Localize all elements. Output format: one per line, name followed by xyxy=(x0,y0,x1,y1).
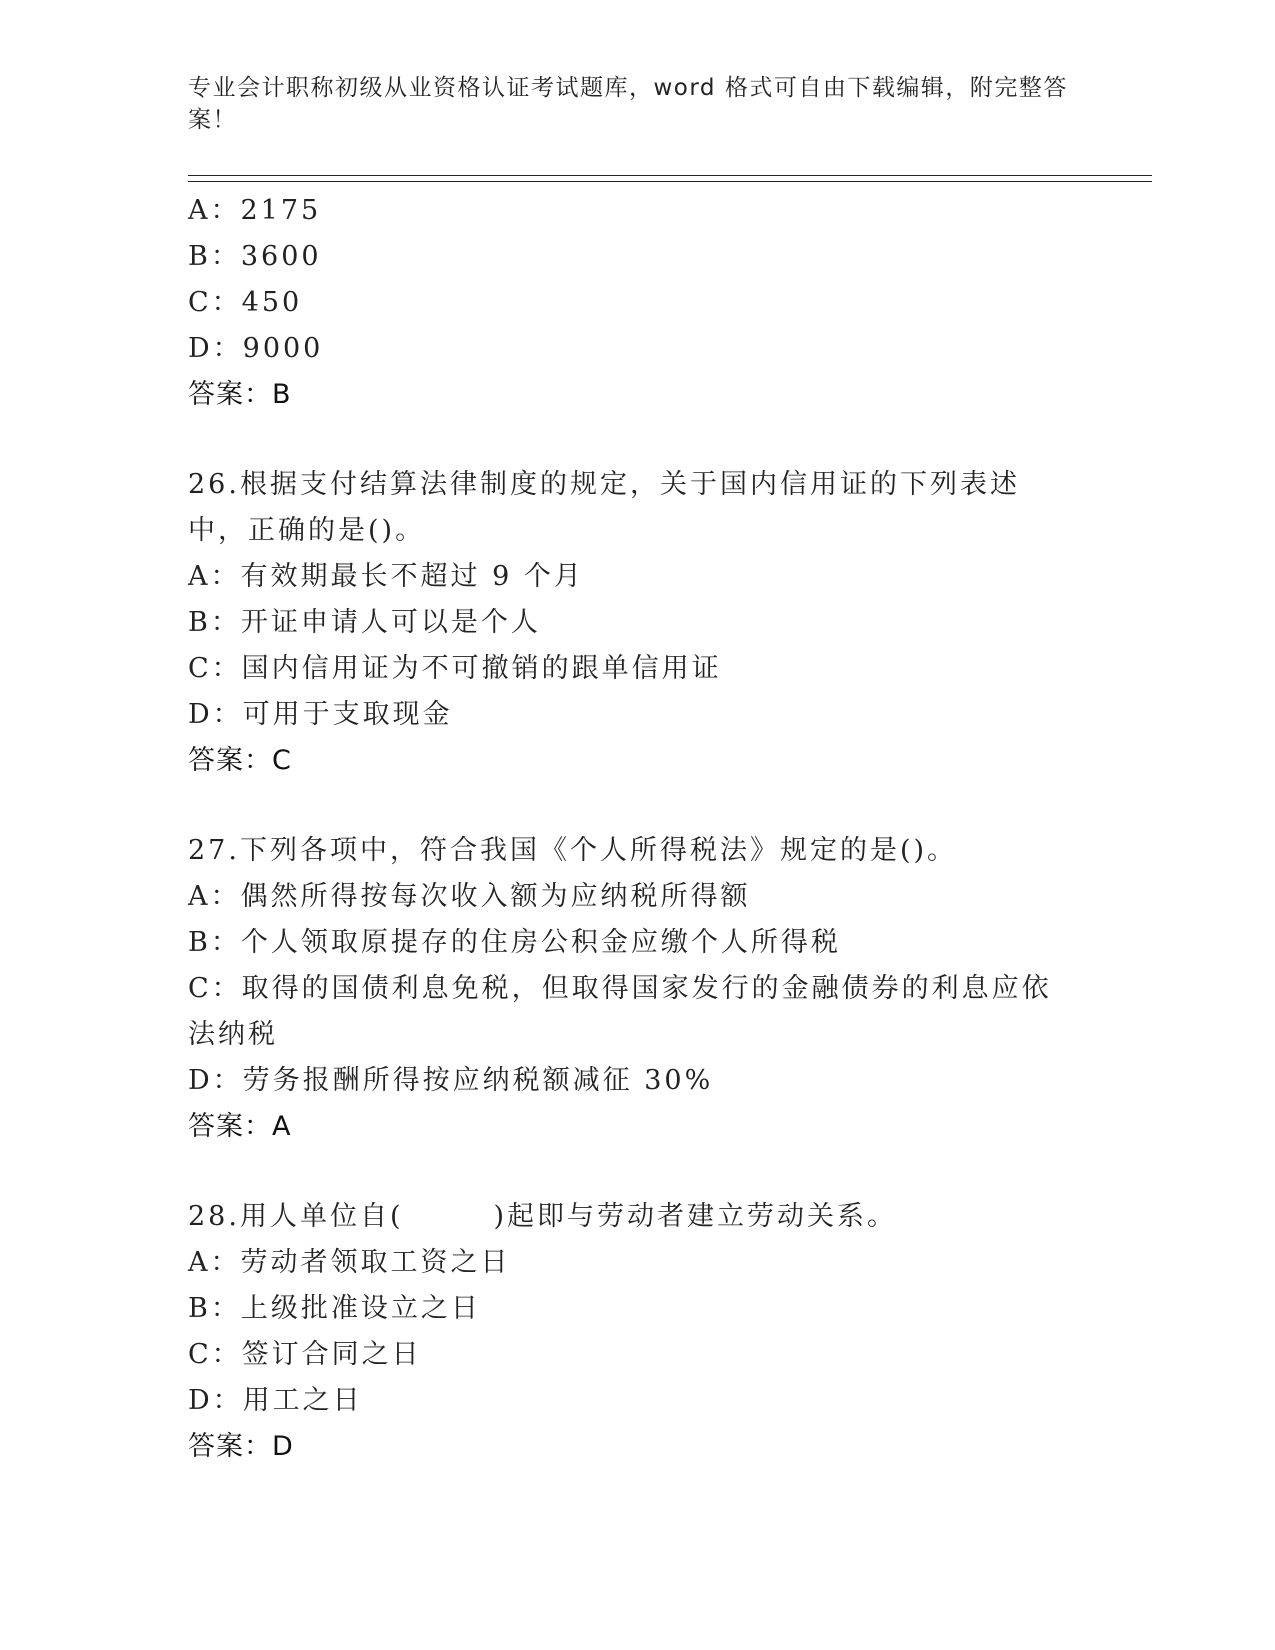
question-stem: 26.根据支付结算法律制度的规定，关于国内信用证的下列表述中，正确的是()。 xyxy=(188,469,1020,546)
question-stem: 27.下列各项中，符合我国《个人所得税法》规定的是()。 xyxy=(188,835,958,866)
question-27 xyxy=(188,828,1088,1150)
question-26 xyxy=(188,462,1088,784)
option-d: D：用工之日 xyxy=(188,1385,363,1416)
option-d: D：劳务报酬所得按应纳税额减征 30% xyxy=(188,1065,714,1096)
question-content xyxy=(188,188,1088,1470)
option-b: B：开证申请人可以是个人 xyxy=(188,607,541,638)
option-d: D：可用于支取现金 xyxy=(188,699,453,730)
answer-line: 答案：C xyxy=(188,745,292,776)
header-rule-top xyxy=(188,175,1152,176)
header-rule-bottom xyxy=(188,181,1152,182)
option-a: A：劳动者领取工资之日 xyxy=(188,1247,511,1278)
answer-line: 答案：D xyxy=(188,1431,294,1462)
option-b: B：个人领取原提存的住房公积金应缴个人所得税 xyxy=(188,927,841,958)
option-a: A：偶然所得按每次收入额为应纳税所得额 xyxy=(188,881,751,912)
answer-line: 答案：B xyxy=(188,379,292,410)
option-c: C：签订合同之日 xyxy=(188,1339,422,1370)
header-note: 专业会计职称初级从业资格认证考试题库，word 格式可自由下载编辑，附完整答案！ xyxy=(188,75,1068,133)
answer-line: 答案：A xyxy=(188,1111,292,1142)
question-28 xyxy=(188,1194,1088,1470)
option-a: A：2175 xyxy=(188,195,322,226)
option-b: B：上级批准设立之日 xyxy=(188,1293,481,1324)
option-c: C：取得的国债利息免税，但取得国家发行的金融债券的利息应依法纳税 xyxy=(188,973,1052,1050)
option-a: A：有效期最长不超过 9 个月 xyxy=(188,561,584,592)
option-c: C：国内信用证为不可撤销的跟单信用证 xyxy=(188,653,722,684)
option-b: B：3600 xyxy=(188,241,322,272)
option-d: D：9000 xyxy=(188,333,324,364)
question-stem: 28.用人单位自( )起即与劳动者建立劳动关系。 xyxy=(188,1201,898,1232)
question-25 xyxy=(188,188,1088,418)
option-c: C：450 xyxy=(188,287,303,318)
